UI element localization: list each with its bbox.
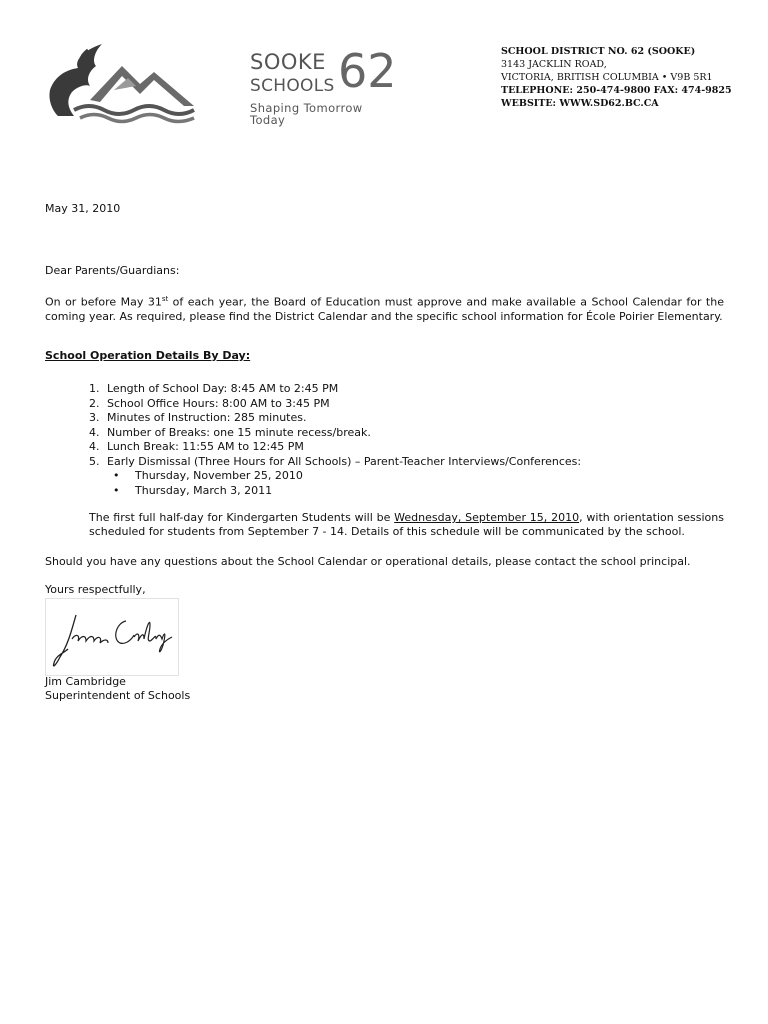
- dismissal-date-item: [107, 484, 581, 499]
- mountain-wave-logo-icon: [44, 40, 204, 124]
- dismissal-date: Thursday, November 25, 2010: [135, 469, 303, 482]
- city-postal: VICTORIA, BRITISH COLUMBIA • V9B 5R1: [501, 72, 713, 83]
- logo-word-sooke: SOOKE: [250, 50, 326, 74]
- list-item: [89, 426, 581, 441]
- list-number: 1.: [89, 382, 100, 395]
- operation-details-list: [89, 382, 581, 498]
- list-text: Length of School Day: 8:45 AM to 2:45 PM: [107, 382, 339, 395]
- list-text: Lunch Break: 11:55 AM to 12:45 PM: [107, 440, 304, 453]
- signature-scribble-icon: [46, 599, 178, 675]
- district-name: SCHOOL DISTRICT NO. 62 (SOOKE): [501, 46, 696, 57]
- kindergarten-text-start: The first full half-day for Kindergarten Students will be: [89, 511, 395, 524]
- intro-text-rest: of each year, the Board of Education must approve and make available a School Calendar for the coming year. As required, please find the District Calendar and the specific school information for École Poirier Elementary.: [45, 295, 724, 323]
- letter-date: May 31, 2010: [45, 202, 121, 215]
- salutation: Dear Parents/Guardians:: [45, 264, 180, 277]
- list-item: [89, 382, 581, 397]
- logo-number: 62: [338, 44, 397, 98]
- intro-text-start: On or before May 31: [45, 295, 162, 309]
- bullet-icon: •: [113, 483, 120, 497]
- list-text: Early Dismissal (Three Hours for All Schools) – Parent-Teacher Interviews/Conferences:: [107, 454, 582, 468]
- signer-title: Superintendent of Schools: [45, 689, 191, 702]
- list-item: [89, 440, 581, 455]
- list-number: 5.: [89, 454, 100, 468]
- list-item: [89, 455, 581, 499]
- list-item: [89, 397, 581, 412]
- street-address: 3143 JACKLIN ROAD,: [501, 59, 607, 70]
- section-heading: School Operation Details By Day:: [45, 349, 251, 362]
- dismissal-date-item: [107, 469, 581, 484]
- list-number: 2.: [89, 396, 100, 410]
- website: WEBSITE: WWW.SD62.BC.CA: [501, 98, 659, 109]
- list-text: Minutes of Instruction: 285 minutes.: [107, 411, 307, 424]
- list-number: 4.: [89, 425, 100, 439]
- kindergarten-start-date: Wednesday, September 15, 2010: [394, 511, 580, 524]
- intro-paragraph: [45, 292, 724, 324]
- kindergarten-paragraph: [89, 511, 724, 539]
- logo-tagline: Shaping Tomorrow Today: [250, 101, 363, 127]
- closing: Yours respectfully,: [45, 583, 146, 596]
- dismissal-dates-list: [107, 469, 581, 498]
- bullet-icon: •: [113, 469, 120, 482]
- district-address-block: [501, 45, 741, 110]
- signer-name: Jim Cambridge: [45, 675, 126, 688]
- list-item: [89, 411, 581, 426]
- logo-word-schools: SCHOOLS: [250, 76, 335, 96]
- kindergarten-text-rest: , with orientation sessions scheduled for students from September 7 - 14. Details of this schedule will be communicated by the school.: [89, 511, 724, 538]
- dismissal-date: Thursday, March 3, 2011: [135, 483, 273, 497]
- list-text: Number of Breaks: one 15 minute recess/break.: [107, 425, 371, 439]
- district-logo: [44, 40, 397, 127]
- list-number: 3.: [89, 411, 100, 424]
- handwritten-signature: [45, 598, 179, 676]
- ordinal-suffix: st: [161, 295, 169, 303]
- questions-paragraph: Should you have any questions about the School Calendar or operational details, please contact the school principal.: [45, 555, 691, 568]
- phone-fax: TELEPHONE: 250-474-9800 FAX: 474-9825: [501, 85, 732, 96]
- list-text: School Office Hours: 8:00 AM to 3:45 PM: [107, 396, 330, 410]
- list-number: 4.: [89, 440, 100, 453]
